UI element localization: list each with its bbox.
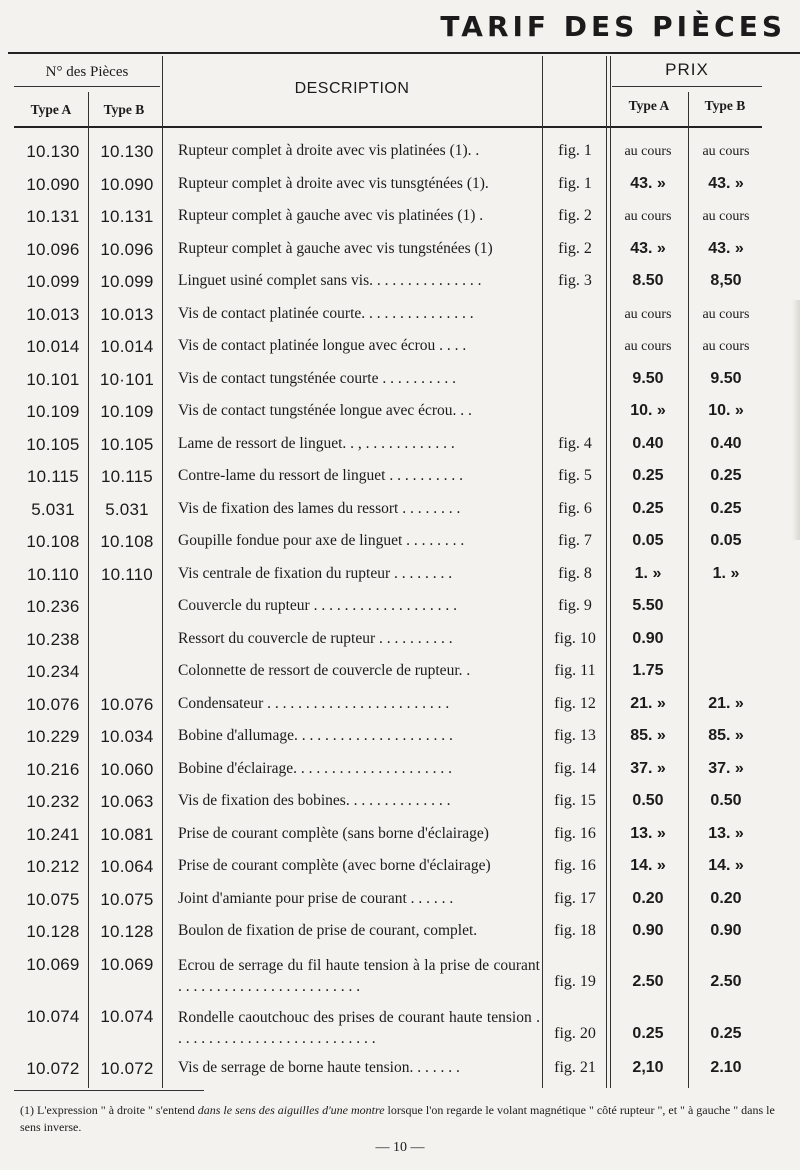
table-row (0, 138, 800, 171)
part-number-type-a: 10.234 (26, 662, 80, 681)
part-number-type-a: 10.236 (26, 597, 80, 616)
part-number-type-b: 10·101 (99, 369, 155, 389)
table-row (0, 463, 800, 496)
part-description: Couvercle du rupteur . . . . . . . . . . . . . . . . . . . (178, 597, 457, 614)
price-type-a: 43. » (630, 174, 666, 192)
price-type-a: 10. » (630, 402, 666, 419)
footnote-italic: dans le sens des aiguilles d'une montre (197, 1103, 385, 1117)
table-row (0, 1055, 800, 1088)
footnote-lead: (1) L'expression " à droite " s'entend (20, 1103, 195, 1117)
part-description: Boulon de fixation de prise de courant, complet. (178, 922, 478, 939)
part-number-type-a: 10.090 (26, 174, 80, 194)
table-row (0, 528, 800, 561)
part-number-type-a: 10.216 (26, 759, 80, 779)
part-description: Vis de contact tungsténée courte . . . . . . . . . . (178, 369, 456, 387)
part-number-type-b: 10.072 (100, 1058, 154, 1078)
table-row (0, 691, 800, 724)
table-row (0, 658, 800, 691)
price-type-b: 85. » (708, 727, 744, 744)
figure-reference: fig. 10 (554, 629, 596, 647)
footnote (20, 1102, 780, 1136)
price-type-a: au cours (624, 339, 672, 354)
price-type-a: 0.25 (632, 1024, 664, 1042)
price-type-b: 0.25 (710, 499, 742, 517)
part-number-type-a: 10.110 (27, 564, 79, 584)
part-description: Vis de fixation des lames du ressort . . . . . . . . (178, 499, 461, 517)
figure-reference: fig. 20 (554, 1024, 596, 1042)
table-row (0, 1003, 800, 1055)
part-description: Vis centrale de fixation du rupteur . . . . . . . . (178, 564, 453, 582)
figure-reference: fig. 5 (558, 467, 592, 484)
table-row (0, 301, 800, 334)
table-row (0, 593, 800, 626)
part-description: Ecrou de serrage du fil haute tension à la prise de courant . . . . . . . . . . . . . . . . . . . . . . . . (178, 956, 540, 995)
title-rule (8, 52, 800, 54)
figure-reference: fig. 1 (558, 142, 592, 159)
table-row (0, 853, 800, 886)
header-description: DESCRIPTION (294, 80, 410, 97)
figure-reference: fig. 16 (554, 857, 596, 874)
price-type-a: 13. » (630, 824, 666, 842)
figure-reference: fig. 3 (558, 272, 592, 289)
figure-reference: fig. 9 (558, 597, 592, 614)
price-type-b: 0.90 (710, 922, 742, 939)
price-type-b: 9.50 (710, 369, 742, 387)
price-type-a: 0.40 (632, 434, 664, 452)
header-bottom-rule (14, 126, 762, 128)
part-number-type-a: 10.115 (27, 467, 79, 486)
table-row (0, 561, 800, 594)
header-type-a: Type A (30, 102, 72, 117)
price-type-a: au cours (624, 306, 672, 322)
figure-reference: fig. 1 (558, 174, 592, 192)
part-description: Prise de courant complète (avec borne d'éclairage) (178, 857, 491, 874)
price-type-b: 14. » (708, 857, 744, 874)
header-type-b: Type B (103, 102, 145, 117)
price-type-b: 0.40 (710, 434, 742, 452)
part-number-type-b: 10.069 (100, 954, 154, 974)
price-type-b: au cours (702, 339, 750, 354)
table-row (0, 723, 800, 756)
part-number-type-a: 10.099 (26, 272, 80, 291)
figure-reference: fig. 15 (554, 792, 596, 809)
table-row (0, 821, 800, 854)
price-type-a: 37. » (630, 759, 666, 777)
part-number-type-a: 10.013 (26, 304, 80, 324)
part-number-type-b: 10.076 (100, 694, 154, 714)
figure-reference: fig. 17 (554, 889, 596, 907)
figure-reference: fig. 14 (554, 759, 596, 777)
part-number-type-b: 10.074 (100, 1006, 154, 1026)
part-number-type-b: 10.090 (100, 174, 154, 194)
table-row (0, 496, 800, 529)
figure-reference: fig. 4 (558, 434, 592, 452)
table-row (0, 398, 800, 431)
part-description: Bobine d'allumage. . . . . . . . . . . . . . . . . . . . . (178, 727, 453, 744)
part-number-type-b: 10.108 (100, 532, 154, 551)
table-row (0, 626, 800, 659)
footnote-rule (14, 1090, 204, 1091)
part-description: Linguet usiné complet sans vis. . . . . . . . . . . . . . . (178, 272, 482, 289)
table-row (0, 171, 800, 204)
page-edge-shadow (792, 300, 800, 540)
part-number-type-a: 10.241 (26, 824, 80, 844)
part-number-type-b: 10.064 (100, 857, 154, 876)
figure-reference: fig. 2 (558, 239, 592, 257)
part-description: Prise de courant complète (sans borne d'éclairage) (178, 824, 489, 842)
price-type-b: 2.50 (710, 972, 742, 990)
part-description: Vis de contact platinée longue avec écrou . . . . (178, 337, 467, 354)
price-type-a: 14. » (630, 857, 666, 874)
price-type-b: 2.10 (710, 1058, 742, 1076)
figure-reference: fig. 13 (554, 727, 596, 744)
price-type-a: 9.50 (632, 369, 664, 387)
header-pieces-group: N° des Pièces (45, 64, 129, 80)
part-description: Condensateur . . . . . . . . . . . . . . . . . . . . . . . . (178, 694, 450, 712)
part-description: Joint d'amiante pour prise de courant . . . . . . (178, 889, 454, 907)
price-type-a: 1. » (634, 564, 662, 582)
part-number-type-b: 10.115 (101, 467, 153, 486)
price-type-a: 0.25 (632, 467, 664, 484)
part-description: Vis de contact tungsténée longue avec écrou. . . (178, 402, 472, 419)
part-number-type-b: 10.034 (100, 727, 154, 746)
part-number-type-a: 10.108 (26, 532, 80, 551)
price-type-b: 0.50 (710, 792, 742, 809)
figure-reference: fig. 12 (554, 694, 596, 712)
price-type-a: 1.75 (632, 662, 664, 679)
table-row (0, 203, 800, 236)
header-rule-pieces (14, 86, 160, 87)
price-type-b: 0.25 (710, 467, 742, 484)
price-type-b: 8,50 (710, 272, 742, 289)
price-type-a: 0.90 (632, 922, 664, 939)
price-type-a: 5.50 (632, 597, 664, 614)
table-row (0, 366, 800, 399)
part-description: Ressort du couvercle de rupteur . . . . . . . . . . (178, 629, 453, 647)
part-description: Colonnette de ressort de couvercle de rupteur. . (178, 662, 471, 679)
part-description: Contre-lame du ressort de linguet . . . . . . . . . . (178, 467, 463, 484)
part-number-type-b: 10.081 (100, 824, 154, 844)
table-row (0, 951, 800, 1003)
part-description: Vis de serrage de borne haute tension. . . . . . . (178, 1058, 460, 1076)
table-row (0, 918, 800, 951)
part-number-type-a: 10.014 (26, 337, 80, 356)
price-type-a: au cours (624, 209, 672, 224)
header-prix-type-b: Type B (704, 98, 746, 113)
part-description: Bobine d'éclairage. . . . . . . . . . . . . . . . . . . . . (178, 759, 452, 777)
part-number-type-a: 10.131 (26, 207, 80, 226)
part-number-type-b: 10.014 (100, 337, 154, 356)
part-number-type-b: 10.131 (100, 207, 154, 226)
price-type-b: 0.05 (710, 532, 742, 549)
part-number-type-a: 10.072 (26, 1058, 80, 1078)
price-type-b: 1. » (712, 564, 740, 582)
part-description: Rupteur complet à gauche avec vis platinées (1) . (178, 207, 484, 224)
part-number-type-b: 10.099 (100, 272, 154, 291)
table-row (0, 333, 800, 366)
part-description: Vis de contact platinée courte. . . . . . . . . . . . . . . (178, 304, 474, 322)
table-row (0, 431, 800, 464)
part-number-type-a: 10.075 (26, 889, 80, 909)
figure-reference: fig. 8 (558, 564, 592, 582)
table-row (0, 886, 800, 919)
price-type-a: 0.90 (632, 629, 664, 647)
figure-reference: fig. 6 (558, 499, 592, 517)
part-number-type-a: 10.105 (26, 434, 80, 454)
part-description: Lame de ressort de linguet. . , . . . . . . . . . . . . (178, 434, 455, 452)
price-type-a: 85. » (630, 727, 666, 744)
price-type-a: 8.50 (632, 272, 664, 289)
part-number-type-a: 10.101 (26, 369, 80, 389)
part-number-type-b: 10.013 (100, 304, 154, 324)
part-number-type-a: 10.096 (26, 239, 80, 259)
page-number: — 10 — (375, 1140, 425, 1155)
price-type-b: 0.20 (710, 889, 742, 907)
part-description: Rupteur complet à gauche avec vis tungsténées (1) (178, 239, 493, 257)
price-type-b: 0.25 (710, 1024, 742, 1042)
header-prix-type-a: Type A (628, 98, 670, 113)
figure-reference: fig. 2 (558, 207, 592, 224)
price-type-b: 37. » (708, 759, 744, 777)
price-type-a: 0.05 (632, 532, 664, 549)
header-prix: PRIX (665, 60, 709, 79)
price-type-a: 2,10 (632, 1058, 664, 1076)
price-type-b: 43. » (708, 239, 744, 257)
part-number-type-b: 10.105 (100, 434, 154, 454)
price-type-a: 0.50 (632, 792, 664, 809)
price-type-a: 0.20 (632, 889, 664, 907)
part-number-type-a: 10.109 (26, 402, 80, 421)
price-type-a: 21. » (630, 694, 666, 712)
price-type-a: 0.25 (632, 499, 664, 517)
parts-table (0, 138, 800, 1087)
page-title: TARIF DES PIÈCES (440, 10, 786, 43)
price-type-b: au cours (702, 144, 750, 159)
price-type-b: au cours (702, 209, 750, 224)
part-number-type-a: 10.229 (26, 727, 80, 746)
price-type-b: 13. » (708, 824, 744, 842)
price-type-b: 21. » (708, 694, 744, 712)
part-number-type-b: 10.075 (100, 889, 154, 909)
part-number-type-a: 5.031 (31, 499, 75, 519)
part-description: Goupille fondue pour axe de linguet . . . . . . . . (178, 532, 465, 549)
part-number-type-b: 10.130 (100, 142, 154, 161)
part-number-type-a: 10.232 (26, 792, 80, 811)
figure-reference: fig. 21 (554, 1058, 596, 1076)
header-rule-prix (612, 86, 762, 87)
figure-reference: fig. 18 (554, 922, 596, 939)
part-description: Rupteur complet à droite avec vis tunsgténées (1). (178, 174, 489, 192)
part-description: Vis de fixation des bobines. . . . . . . . . . . . . . (178, 792, 451, 809)
figure-reference: fig. 16 (554, 824, 596, 842)
price-type-a: 2.50 (632, 972, 664, 990)
figure-reference: fig. 11 (554, 662, 596, 679)
footnote-rest: lorsque l'on regarde le volant magnétique " côté rupteur ", et " à gauche " dans le sens inverse. (20, 1103, 775, 1134)
table-row (0, 236, 800, 269)
part-description: Rupteur complet à droite avec vis platinées (1). . (178, 142, 480, 159)
part-number-type-a: 10.069 (26, 954, 80, 974)
price-type-b: 10. » (708, 402, 744, 419)
table-row (0, 268, 800, 301)
part-number-type-a: 10.238 (26, 629, 80, 649)
part-number-type-b: 10.060 (100, 759, 154, 779)
part-number-type-b: 10.110 (101, 564, 153, 584)
table-row (0, 756, 800, 789)
part-number-type-b: 10.109 (100, 402, 154, 421)
price-type-b: 43. » (708, 174, 744, 192)
part-number-type-b: 5.031 (105, 499, 149, 519)
part-number-type-b: 10.128 (100, 922, 154, 941)
part-number-type-b: 10.096 (100, 239, 154, 259)
price-type-b: au cours (702, 306, 750, 322)
part-description: Rondelle caoutchouc des prises de courant haute tension . . . . . . . . . . . . . . . . . . . . . . . . . . . (178, 1008, 540, 1047)
price-type-a: 43. » (630, 239, 666, 257)
part-number-type-a: 10.076 (26, 694, 80, 714)
figure-reference: fig. 19 (554, 972, 596, 990)
table-row (0, 788, 800, 821)
price-type-a: au cours (624, 144, 672, 159)
figure-reference: fig. 7 (558, 532, 592, 549)
part-number-type-a: 10.212 (26, 857, 80, 876)
part-number-type-b: 10.063 (100, 792, 154, 811)
part-number-type-a: 10.128 (26, 922, 80, 941)
part-number-type-a: 10.074 (26, 1006, 80, 1026)
part-number-type-a: 10.130 (26, 142, 80, 161)
